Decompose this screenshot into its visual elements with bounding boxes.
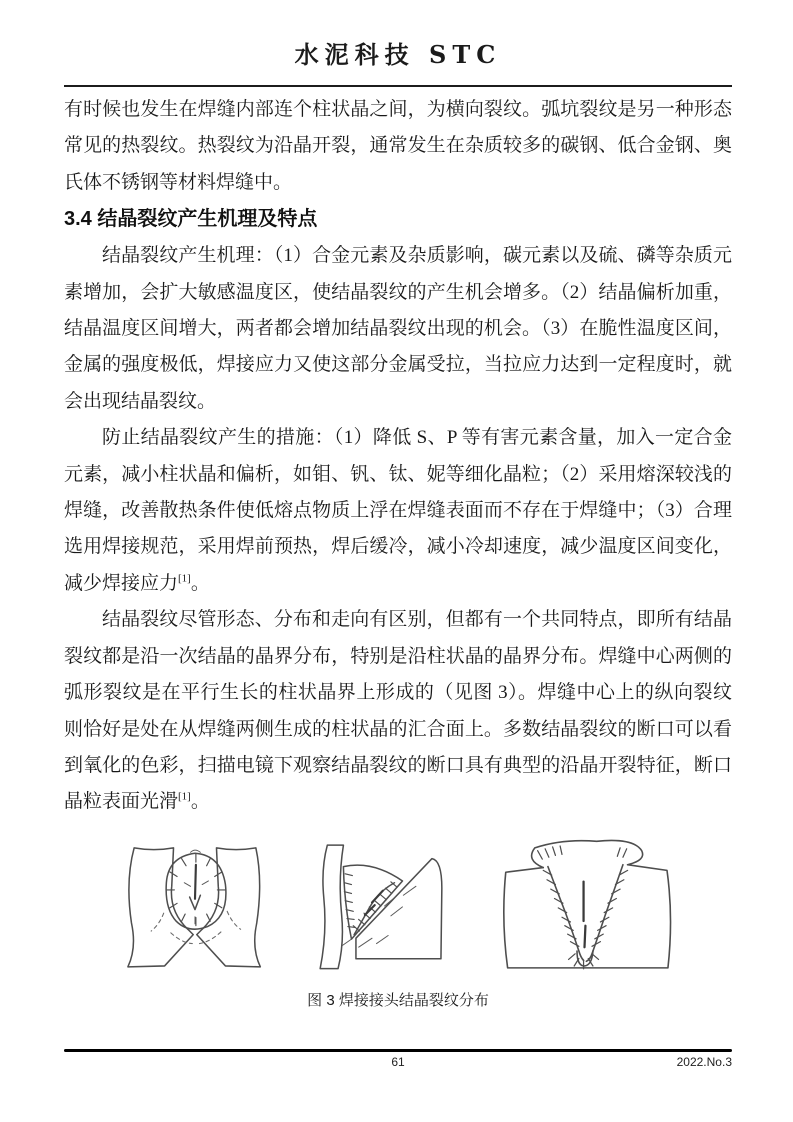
figure-3 — [64, 831, 732, 981]
reference-mark: [1] — [178, 572, 191, 585]
article-body — [64, 92, 732, 821]
x-groove-weld-crack-sketch — [110, 831, 280, 981]
footer-row — [64, 1052, 732, 1069]
paragraph-features — [64, 602, 732, 820]
paragraph-mechanism: 结晶裂纹产生机理：（1）合金元素及杂质影响，碳元素以及硫、磷等杂质元素增加，会扩大敏感温度区，使结晶裂纹的产生机会增多。（2）结晶偏析加重，结晶温度区间增大，两者都会增加结晶裂纹出现的机会。（3）在脆性温度区间，金属的强度极低，焊接应力又使这部分金属受拉，当拉应力达到一定程度时，就会出现结晶裂纹。 — [64, 245, 732, 412]
paragraph-prevention-tail: 。 — [190, 572, 210, 594]
paragraph-continuation: 有时候也发生在焊缝内部连个柱状晶之间，为横向裂纹。弧坑裂纹是另一种形态常见的热裂纹。热裂纹为沿晶开裂，通常发生在杂质较多的碳钢、低合金钢、奥氏体不锈钢等材料焊缝中。 — [64, 99, 732, 193]
paragraph-prevention — [64, 420, 732, 602]
paragraph-features-text: 结晶裂纹尽管形态、分布和走向有区别，但都有一个共同特点，即所有结晶裂纹都是沿一次结晶的晶界分布，特别是沿柱状晶的晶界分布。焊缝中心两侧的弧形裂纹是在平行生长的柱状晶界上形成的（见图 3）。焊缝中心上的纵向裂纹则恰好是处在从焊缝两侧生成的柱状晶的汇合面上。多数结晶裂纹的断口可以看到氧化的色彩，扫描电镜下观察结晶裂纹的断口具有典型的沿晶开裂特征，断口晶粒表面光滑 — [64, 609, 732, 813]
corner-joint-weld-crack-sketch — [296, 831, 466, 981]
section-heading: 3.4 结晶裂纹产生机理及特点 — [64, 208, 318, 231]
paragraph-features-tail: 。 — [190, 791, 210, 813]
page-number: 61 — [391, 1055, 405, 1069]
paragraph-prevention-text: 防止结晶裂纹产生的措施：（1）降低 S、P 等有害元素含量，加入一定合金元素，减小柱状晶和偏析，如钼、钒、钛、妮等细化晶粒；（2）采用熔深较浅的焊缝，改善散热条件使低熔点物质上浮在焊缝表面而不存在于焊缝中；（3）合理选用焊接规范，采用焊前预热，焊后缓冷，减小冷却速度，减少温度区间变化，减少焊接应力 — [64, 427, 732, 594]
v-groove-weld-crack-sketch — [482, 831, 687, 981]
journal-header-title: 水泥科技 STC — [294, 40, 502, 69]
issue-label: 2022.No.3 — [676, 1055, 732, 1069]
figure-caption: 图 3 焊接接头结晶裂纹分布 — [307, 991, 489, 1009]
reference-mark: [1] — [178, 790, 191, 803]
header-rule — [64, 85, 732, 87]
page-footer — [64, 1049, 732, 1069]
